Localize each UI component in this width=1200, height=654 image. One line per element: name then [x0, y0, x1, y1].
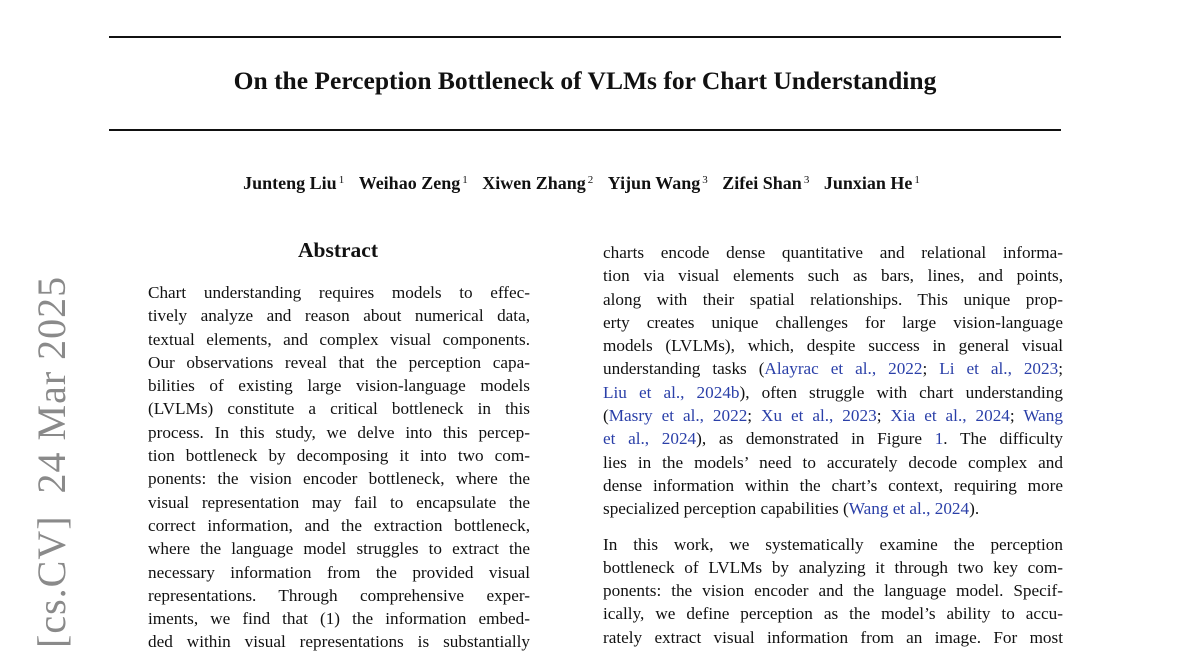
citation-link[interactable]: Xia et al., 2024	[890, 406, 1010, 426]
abstract-line: representations. Through comprehensive exper-	[148, 585, 530, 605]
abstract-line: correct information, and the extraction bottleneck,	[148, 515, 530, 535]
author-list	[0, 173, 1163, 194]
abstract-line: textual elements, and complex visual components.	[148, 329, 530, 349]
intro-line: ponents: the vision encoder and the language model. Specif-	[603, 581, 1063, 601]
abstract-line: tively analyze and reason about numerical data,	[148, 306, 530, 326]
intro-line: erty creates unique challenges for large vision-language	[603, 312, 1063, 332]
intro-line: specialized perception capabilities (Wang et al., 2024).	[603, 499, 980, 519]
citation-link[interactable]: et al., 2024	[603, 429, 697, 449]
abstract-body	[148, 281, 530, 654]
author: Yijun Wang $^3$	[607, 173, 708, 193]
abstract-line: where the language model struggles to extract the	[148, 539, 530, 559]
intro-line: along with their spatial relationships. This unique prop-	[603, 289, 1063, 309]
intro-line: et al., 2024), as demonstrated in Figure 1. The difficulty	[603, 429, 1064, 449]
abstract-line: visual representation may fail to encapsulate the	[148, 492, 530, 512]
abstract-line: necessary information from the provided visual	[148, 562, 530, 582]
intro-line: ically, we define perception as the model’s ability to accu-	[603, 604, 1063, 624]
author: Weihao Zeng $^1$	[358, 173, 468, 193]
citation-link[interactable]: Li et al., 2023	[939, 359, 1059, 379]
title-rule-bottom	[109, 129, 1061, 131]
intro-line: charts encode dense quantitative and relational informa-	[603, 243, 1063, 262]
abstract-heading: Abstract	[297, 238, 378, 262]
abstract-line: tion bottleneck by decomposing it into two com-	[148, 446, 530, 466]
intro-line: In this work, we systematically examine the perception	[603, 534, 1063, 554]
abstract-line: ded within visual representations is substantially	[148, 632, 530, 652]
citation-link[interactable]: Xu et al., 2023	[761, 406, 877, 426]
abstract-line: process. In this study, we delve into this percep-	[148, 422, 530, 442]
abstract-line: ponents: the vision encoder bottleneck, where the	[148, 469, 530, 489]
citation-link[interactable]: Wang et al., 2024	[848, 499, 970, 519]
intro-line: tion via visual elements such as bars, lines, and points,	[603, 266, 1063, 286]
intro-body	[603, 241, 1063, 649]
arxiv-stamp	[28, 276, 75, 648]
citation-link[interactable]: Wang	[1023, 406, 1063, 426]
intro-line: models (LVLMs), which, despite success in general visual	[603, 336, 1063, 356]
intro-line: bottleneck of LVLMs by analyzing it through two key com-	[603, 557, 1063, 577]
abstract-line: bilities of existing large vision-language models	[148, 376, 530, 396]
intro-line: lies in the models’ need to accurately decode complex and	[603, 452, 1063, 472]
author: Junteng Liu $^1$	[243, 173, 345, 193]
citation-link[interactable]: Masry et al., 2022	[608, 406, 748, 426]
author: Junxian He $^1$	[823, 173, 920, 193]
author: Xiwen Zhang $^2$	[482, 173, 594, 193]
arxiv-date: 24 Mar 2025	[29, 275, 74, 494]
intro-line: understanding tasks (Alayrac et al., 2022; Li et al., 2023;	[603, 359, 1063, 379]
paper-title: On the Perception Bottleneck of VLMs for Chart Understanding	[233, 66, 937, 95]
title-rule-top	[109, 36, 1061, 38]
abstract-line: iments, we find that (1) the information embed-	[148, 609, 530, 629]
paragraph-gap	[603, 521, 1063, 533]
intro-line: dense information within the chart’s context, requiring more	[603, 475, 1063, 495]
intro-line: (Masry et al., 2022; Xu et al., 2023; Xia et al., 2024; Wang	[603, 406, 1063, 426]
figure-ref-link[interactable]: 1	[934, 429, 944, 449]
abstract-line: (LVLMs) constitute a critical bottleneck in this	[148, 399, 530, 419]
author: Zifei Shan $^3$	[722, 173, 810, 193]
arxiv-category: [cs.CV]	[29, 515, 74, 648]
abstract-line: Chart understanding requires models to effec-	[148, 283, 530, 302]
citation-link[interactable]: Alayrac et al., 2022	[764, 359, 923, 379]
intro-line: Liu et al., 2024b), often struggle with chart understanding	[603, 382, 1063, 402]
citation-link[interactable]: Liu et al., 2024b	[603, 382, 740, 402]
intro-line: rately extract visual information from an image. For most	[603, 627, 1063, 647]
abstract-line: Our observations reveal that the perception capa-	[148, 352, 530, 372]
